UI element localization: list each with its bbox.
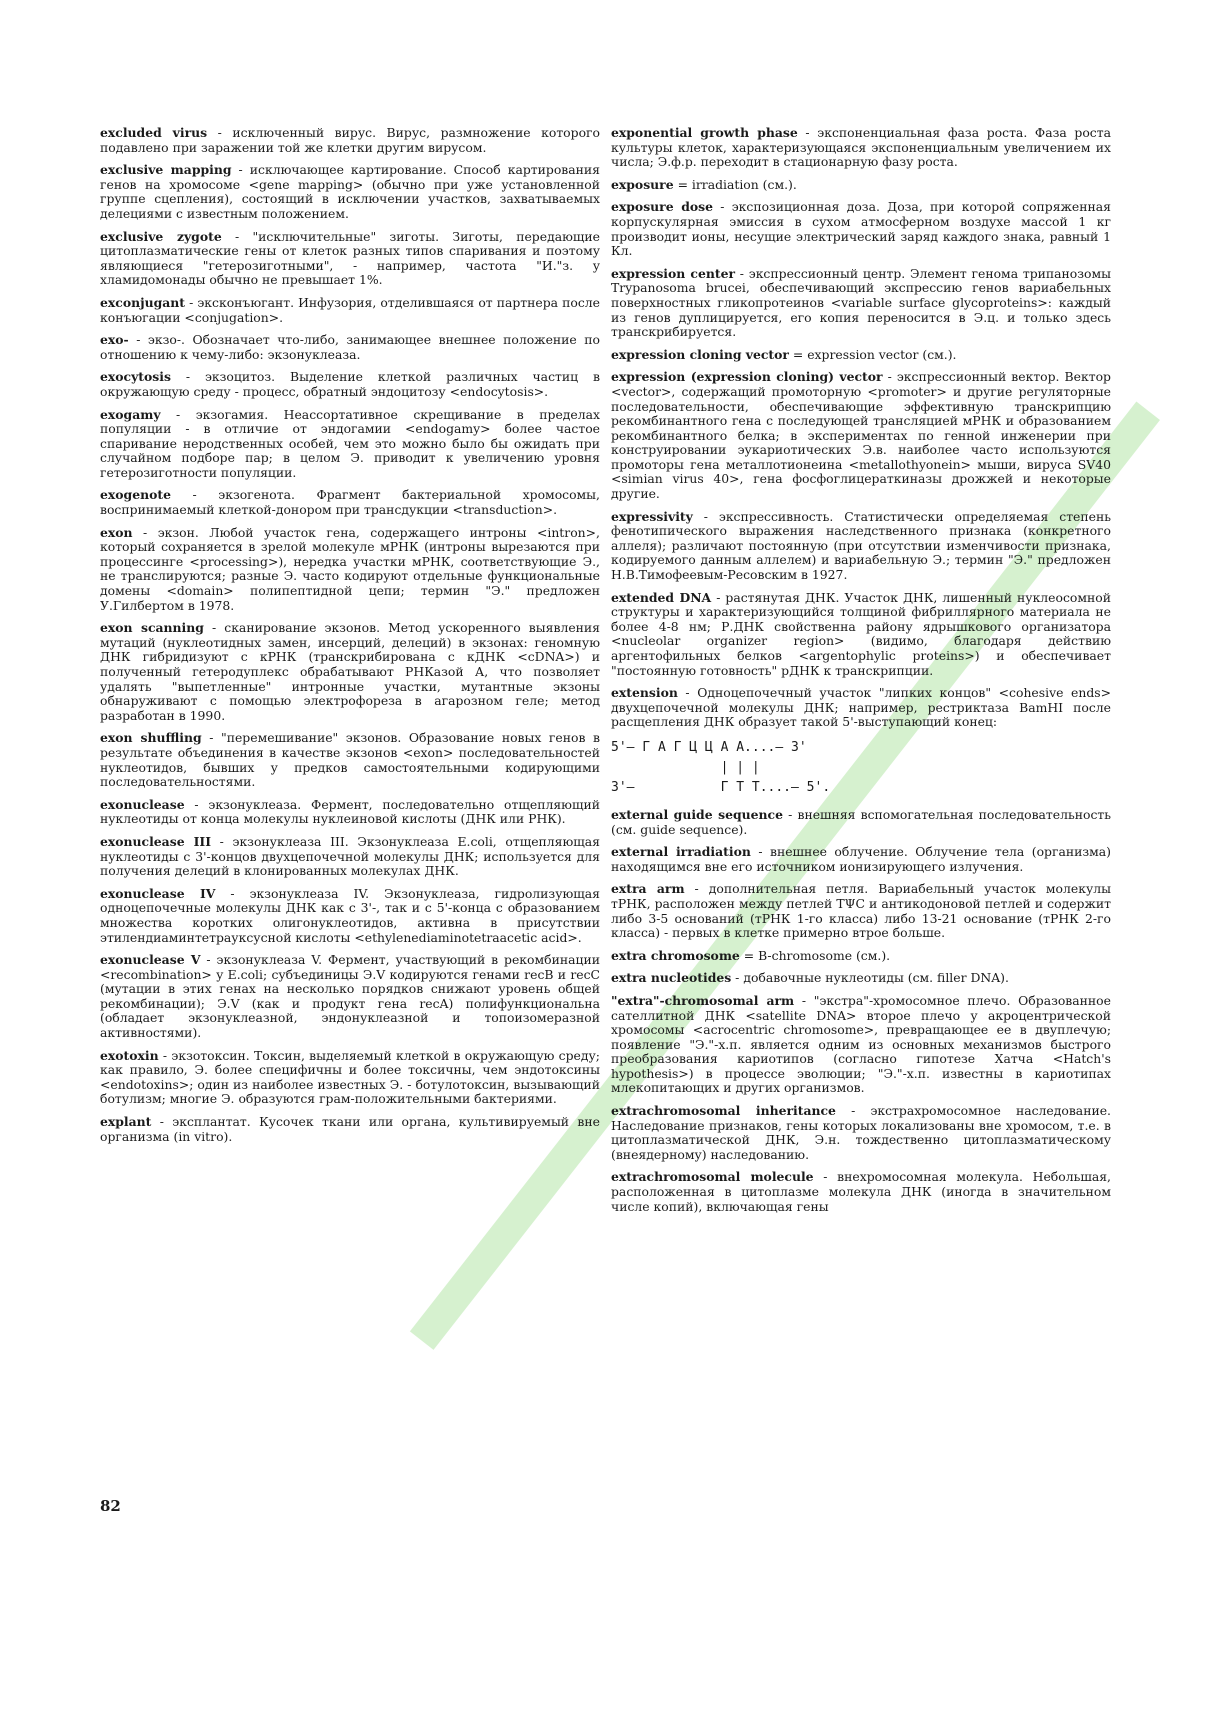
entry-term: exon [100, 524, 133, 540]
dictionary-entry: extension - Одноцепочечный участок "липких концов" <cohesive ends> двухцепочечной молекулы ДНК; например, рестриктаза BamHI после расщепления ДНК образует такой 5'-выступающий конец: [611, 685, 1111, 730]
dictionary-entry: exocytosis - экзоцитоз. Выделение клеткой различных частиц в окружающую среду - процесс, обратный эндоцитозу <endocytosis>. [100, 369, 600, 399]
entry-definition: экзонуклеаза IV. Экзонуклеаза, гидролизующая одноцепочечные молекулы ДНК как с 3'-, так и с 5'-конца с образованием множества коротких олигонуклеотидов, активна в присутствии этилендиаминтетрауксусной кислоты <ethylenediaminotetraacetic acid>. [100, 885, 600, 945]
dictionary-entry: exponential growth phase - экспоненциальная фаза роста. Фаза роста культуры клеток, характеризующаяся экспоненциальным увеличением их числа; Э.ф.р. переходит в стационарную фазу роста. [611, 125, 1111, 170]
right-column [611, 126, 1111, 1222]
dictionary-entry: expression center - экспрессионный центр. Элемент генома трипанозомы Trypanosoma brucei, обеспечивающий экспрессию генов вариабельных поверхностных гликопротеинов <variable surface glycoproteins>: каждый из генов дуплицируется, его копия переносится в Э.ц. и только здесь транскрибируется. [611, 265, 1111, 340]
entry-definition: = B-chromosome (см.). [743, 947, 891, 963]
entry-term: extra nucleotides [611, 970, 732, 986]
entry-term: expression (expression cloning) vector [611, 369, 883, 385]
dictionary-entry: extrachromosomal molecule - внехромосомная молекула. Небольшая, расположенная в цитоплазме молекула ДНК (иногда в значительном числе копий), включающая гены [611, 1169, 1112, 1214]
right-column-entries-top [611, 126, 1111, 730]
entry-term: extended DNA [611, 589, 712, 605]
entry-definition: эксплантат. Кусочек ткани или органа, культивируемый вне организма (in vitro). [100, 1114, 600, 1144]
dictionary-entry: extended DNA - растянутая ДНК. Участок ДНК, лишенный нуклеосомной структуры и характеризующийся толщиной фибриллярного материала не более 4-8 нм; Р.ДНК свойственна району ядрышкового организатора <nucleolar organizer region> (видимо, благодаря действию аргентофильных белков <argentophylic proteins>) и обеспечивает "постоянную готовность" рДНК к транскрипции. [611, 589, 1111, 678]
dictionary-entry: explant - эксплантат. Кусочек ткани или органа, культивируемый вне организма (in vitro). [100, 1114, 600, 1144]
dictionary-entry [611, 178, 1111, 193]
entry-term: exonuclease III [100, 833, 211, 849]
entry-term: exposure dose [611, 199, 714, 215]
entry-definition: "исключительные" зиготы. Зиготы, передающие цитоплазматические гены от клеток разных типов спаривания и поэтому являющиеся "гетерозиготными", - например, частота "И."з. у хламидомонады обычно не превышает 1%. [100, 228, 600, 288]
entry-definition: экзоцитоз. Выделение клеткой различных частиц в окружающую среду - процесс, обратный эндоцитозу <endocytosis>. [100, 369, 600, 399]
entry-definition: экспоненциальная фаза роста. Фаза роста культуры клеток, характеризующаяся экспоненциальным увеличением их числа; Э.ф.р. переходит в стационарную фазу роста. [611, 125, 1111, 170]
dictionary-entry: external irradiation - внешнее облучение. Облучение тела (организма) находящимся вне его источником ионизирующего излучения. [611, 844, 1112, 874]
entry-term: external irradiation [611, 844, 751, 860]
page-number: 82 [100, 1497, 121, 1515]
entry-term: exonuclease V [100, 952, 201, 968]
entry-definition: дополнительная петля. Вариабельный участок молекулы тРНК, расположен между петлей ТΨС и антикодоновой петлей и содержит либо 3-5 оснований (тРНК 1-го класса) либо 13-21 основание (тРНК 2-го класса) - первых в клетке примерно втрое больше. [611, 881, 1111, 941]
left-column [100, 126, 600, 1152]
dictionary-entry: excluded virus - исключенный вирус. Вирус, размножение которого подавлено при заражении той же клетки другим вирусом. [100, 125, 600, 155]
entry-definition: "экстра"-хромосомное плечо. Образованное сателлитной ДНК <satellite DNA> второе плечо у акроцентрической хромосомы <acrocentric chromosome>, превращающее ее в двуплечую; появление "Э."-х.п. является одним из основных механизмов быстрого преобразования кариотипов (согласно гипотезе Хатча <Hatch's hypothesis>) в процессе эволюции; "Э."-х.п. известны в кариотипах млекопитающих и других организмов. [611, 992, 1111, 1096]
dictionary-entry: exonuclease III - экзонуклеаза III. Экзонуклеаза E.coli, отщепляющая нуклеотиды с 3'-концов двухцепочечной молекулы ДНК; используется для получения делеций в клонированных молекулах ДНК. [100, 833, 600, 879]
entry-term: explant [100, 1114, 152, 1130]
dictionary-entry: exogamy - экзогамия. Неассортативное скрещивание в пределах популяции - в отличие от эндогамии <endogamy> более частое спаривание неродственных особей, чем это можно было бы ожидать при случайном подборе пар; в целом Э. приводит к увеличению уровня гетерозиготности популяции. [100, 406, 600, 480]
entry-definition: экзотоксин. Токсин, выделяемый клеткой в окружающую среду; как правило, Э. более специфичны и более токсичны, чем эндотоксины <endotoxins>; один из наиболее известных Э. - ботулотоксин, вызывающий ботулизм; многие Э. образуются грам-положительными бактериями. [100, 1047, 600, 1107]
dictionary-entry: exogenote - экзогенота. Фрагмент бактериальной хромосомы, воспринимаемый клеткой-донором при трансдукции <transduction>. [100, 487, 600, 518]
entry-term: exonuclease IV [100, 885, 216, 901]
entry-definition: экспрессионный вектор. Вектор <vector>, содержащий промоторную <promoter> и другие регуляторные последовательности, обеспечивающие эффективную транскрипцию рекомбинантного гена с последующей трансляцией мРНК и образованием рекомбинантного белка; в экспериментах по генной инженерии при конструировании эукариотических Э.в. наиболее часто используются промоторы гена металлотионеина <metallothyonein> мыши, вируса SV40 <simian virus 40>, гена фосфоглицераткиназы дрожжей и некоторые другие. [611, 369, 1111, 502]
dictionary-entry [611, 348, 1111, 363]
entry-term: expressivity [611, 508, 693, 524]
entry-definition: экзонуклеаза V. Фермент, участвующий в рекомбинации <recombination> у E.coli; субъединицы Э.V кодируются генами recB и recC (мутации в этих генах на несколько порядков снижают уровень общей рекомбинации); Э.V (как и продукт гена recA) полифункциональна (обладает экзонуклеазной, эндонуклеазной и топоизомеразной активностями). [100, 952, 600, 1041]
dictionary-entry: exon - экзон. Любой участок гена, содержащего интроны <intron>, который сохраняется в зрелой молекуле мРНК (интроны вырезаются при процессинге <processing>), нередка участки мРНК, соответствующие Э., не транслируются; разные Э. часто кодируют отдельные функциональные домены <domain> полипептидной цепи; термин "Э." предложен У.Гилбертом в 1978. [100, 524, 600, 613]
entry-definition: эксконъюгант. Инфузория, отделившаяся от партнера после конъюгации <conjugation>. [100, 294, 600, 325]
entry-term: expression cloning vector [611, 346, 789, 362]
entry-term: extra chromosome [611, 947, 740, 963]
dictionary-entry: exonuclease - экзонуклеаза. Фермент, последовательно отщепляющий нуклеотиды от конца молекулы нуклеиновой кислоты (ДНК или РНК). [100, 796, 600, 827]
dictionary-entry: exconjugant - эксконъюгант. Инфузория, отделившаяся от партнера после конъюгации <conjugation>. [100, 294, 600, 325]
entry-term: exonuclease [100, 796, 185, 812]
entry-definition: экзонуклеаза III. Экзонуклеаза E.coli, отщепляющая нуклеотиды с 3'-концов двухцепочечной молекулы ДНК; используется для получения делеций в клонированных молекулах ДНК. [100, 833, 600, 879]
entry-definition: экзогамия. Неассортативное скрещивание в пределах популяции - в отличие от эндогамии <endogamy> более частое спаривание неродственных особей, чем это можно было бы ожидать при случайном подборе пар; в целом Э. приводит к увеличению уровня гетерозиготности популяции. [100, 406, 600, 480]
entry-term: exocytosis [100, 369, 171, 385]
entry-definition: внешняя вспомогательная последовательность (см. guide sequence). [611, 806, 1111, 837]
dictionary-entry: expression (expression cloning) vector - экспрессионный вектор. Вектор <vector>, содержащий промоторную <promoter> и другие регуляторные последовательности, обеспечивающие эффективную транскрипцию рекомбинантного гена с последующей трансляцией мРНК и образованием рекомбинантного белка; в экспериментах по генной инженерии при конструировании эукариотических Э.в. наиболее часто используются промоторы гена металлотионеина <metallothyonein> мыши, вируса SV40 <simian virus 40>, гена фосфоглицераткиназы дрожжей и некоторые другие. [611, 369, 1111, 502]
entry-definition: экстрахромосомное наследование. Наследование признаков, гены которых локализованы вне хромосом, т.е. в цитоплазматической ДНК, Э.н. тождественно цитоплазматическому (внеядерному) наследованию. [611, 1103, 1111, 1162]
entry-definition: сканирование экзонов. Метод ускоренного выявления мутаций (нуклеотидных замен, инсерций, делеций) в экзонах: геномную ДНК гибридизуют с кРНК (транскрибирована с кДНК <cDNA>) и полученный гетеродуплекс обрабатывают РНКазой А, что позволяет удалять "выпетленные" интронные участки, мутантные экзоны обнаруживают с помощью электрофореза в агарозном геле; метод разработан в 1990. [100, 620, 600, 723]
entry-term: "extra"-chromosomal arm [611, 992, 795, 1008]
entry-term: extrachromosomal inheritance [611, 1103, 836, 1119]
entry-term: exconjugant [100, 294, 186, 310]
dictionary-entry: exotoxin - экзотоксин. Токсин, выделяемый клеткой в окружающую среду; как правило, Э. более специфичны и более токсичны, чем эндотоксины <endotoxins>; один из наиболее известных Э. - ботулотоксин, вызывающий ботулизм; многие Э. образуются грам-положительными бактериями. [100, 1047, 600, 1107]
dictionary-entry: exposure dose - экспозиционная доза. Доза, при которой сопряженная корпускулярная эмиссия в сухом атмосферном воздухе массой 1 кг производит ионы, несущие электрический заряд каждого знака, равный 1 Кл. [611, 199, 1111, 259]
dictionary-entry: exonuclease V - экзонуклеаза V. Фермент, участвующий в рекомбинации <recombination> у E.coli; субъединицы Э.V кодируются генами recB и recC (мутации в этих генах на несколько порядков снижают уровень общей рекомбинации); Э.V (как и продукт гена recA) полифункциональна (обладает экзонуклеазной, эндонуклеазной и топоизомеразной активностями). [100, 952, 600, 1041]
entry-term: exposure [611, 176, 674, 192]
entry-term: external guide sequence [611, 806, 783, 822]
dictionary-entry: extra nucleotides - добавочные нуклеотиды (см. filler DNA). [611, 970, 1009, 986]
dna-line-top: 5'— Г А Г Ц Ц А А....— 3' [611, 739, 807, 755]
entry-term: exogamy [100, 406, 161, 422]
dictionary-entry: expressivity - экспрессивность. Статистически определяемая степень фенотипического выражения наследственного признака (конкретного аллеля); различают постоянную (при отсутствии изменчивости признака, кодируемого данным аллелем) и вариабельную Э.; термин "Э." предложен Н.В.Тимофеевым-Ресовским в 1927. [611, 508, 1111, 583]
entry-definition: экзогенота. Фрагмент бактериальной хромосомы, воспринимаемый клеткой-донором при трансдукции <transduction>. [100, 487, 600, 518]
entry-definition: внехромосомная молекула. Небольшая, расположенная в цитоплазме молекула ДНК (иногда в значительном числе копий), включающая гены [611, 1169, 1112, 1214]
entry-definition: исключающее картирование. Способ картирования генов на хромосоме <gene mapping> (обычно при уже установленной группе сцепления), состоящий в исключении участков, захватываемых делециями с известным положением. [100, 162, 600, 221]
entry-definition: растянутая ДНК. Участок ДНК, лишенный нуклеосомной структуры и характеризующийся толщиной фибриллярного материала не более 4-8 нм; Р.ДНК свойственна району ядрышкового организатора <nucleolar organizer region> (видимо, благодаря действию аргентофильных белков <argentophylic proteins>) и обеспечивает "постоянную готовность" рДНК к транскрипции. [611, 589, 1111, 678]
entry-term: exotoxin [100, 1047, 159, 1063]
entry-term: extra arm [611, 881, 685, 897]
dictionary-entry: exon scanning - сканирование экзонов. Метод ускоренного выявления мутаций (нуклеотидных замен, инсерций, делеций) в экзонах: геномную ДНК гибридизуют с кРНК (транскрибирована с кДНК <cDNA>) и полученный гетеродуплекс обрабатывают РНКазой А, что позволяет удалять "выпетленные" интронные участки, мутантные экзоны обнаруживают с помощью электрофореза в агарозном геле; метод разработан в 1990. [100, 620, 600, 723]
dictionary-entry [611, 949, 1111, 964]
entry-term: extrachromosomal molecule [611, 1169, 814, 1185]
dictionary-entry: exonuclease IV - экзонуклеаза IV. Экзонуклеаза, гидролизующая одноцепочечные молекулы ДНК как с 3'-, так и с 5'-конца с образованием множества коротких олигонуклеотидов, активна в присутствии этилендиаминтетрауксусной кислоты <ethylenediaminotetraacetic acid>. [100, 885, 600, 945]
entry-term: exogenote [100, 487, 171, 503]
entry-definition: "перемешивание" экзонов. Образование новых генов в результате объединения в качестве экзонов <exon> последовательностей нуклеотидов, бывших у предков самостоятельными кодирующими последовательностями. [100, 730, 600, 790]
entry-term: exclusive zygote [100, 228, 222, 244]
entry-definition: добавочные нуклеотиды (см. filler DNA). [743, 970, 1009, 986]
dictionary-entry: extrachromosomal inheritance - экстрахромосомное наследование. Наследование признаков, гены которых локализованы вне хромосом, т.е. в цитоплазматической ДНК, Э.н. тождественно цитоплазматическому (внеядерному) наследованию. [611, 1103, 1111, 1162]
dna-sticky-end-diagram [611, 738, 1111, 798]
entry-term: extension [611, 685, 678, 701]
dictionary-entry: exclusive zygote - "исключительные" зиготы. Зиготы, передающие цитоплазматические гены от клеток разных типов спаривания и поэтому являющиеся "гетерозиготными", - например, частота "И."з. у хламидомонады обычно не превышает 1%. [100, 228, 600, 288]
dna-line-bonds: | | | [611, 759, 760, 775]
entry-definition: Одноцепочечный участок "липких концов" <cohesive ends> двухцепочечной молекулы ДНК; например, рестриктаза BamHI после расщепления ДНК образует такой 5'-выступающий конец: [611, 685, 1111, 730]
dna-line-bottom: 3'— Г Т Т....— 5'. [611, 779, 831, 795]
right-column-entries-bottom [611, 808, 1111, 1214]
entry-definition: экспозиционная доза. Доза, при которой сопряженная корпускулярная эмиссия в сухом атмосферном воздухе массой 1 кг производит ионы, несущие электрический заряд каждого знака, равный 1 Кл. [611, 199, 1111, 259]
dictionary-entry: external guide sequence - внешняя вспомогательная последовательность (см. guide sequence). [611, 806, 1111, 837]
entry-term: exon shuffling [100, 730, 202, 746]
entry-definition: внешнее облучение. Облучение тела (организма) находящимся вне его источником ионизирующего излучения. [611, 844, 1112, 874]
entry-definition: экспрессионный центр. Элемент генома трипанозомы Trypanosoma brucei, обеспечивающий экспрессию генов вариабельных поверхностных гликопротеинов <variable surface glycoproteins>: каждый из генов дуплицируется, его копия переносится в Э.ц. и только здесь транскрибируется. [611, 265, 1111, 340]
dictionary-entry: "extra"-chromosomal arm - "экстра"-хромосомное плечо. Образованное сателлитной ДНК <satellite DNA> второе плечо у акроцентрической хромосомы <acrocentric chromosome>, превращающее ее в двуплечую; появление "Э."-х.п. является одним из основных механизмов быстрого преобразования кариотипов (согласно гипотезе Хатча <Hatch's hypothesis>) в процессе эволюции; "Э."-х.п. известны в кариотипах млекопитающих и других организмов. [611, 992, 1111, 1096]
entry-definition: исключенный вирус. Вирус, размножение которого подавлено при заражении той же клетки другим вирусом. [100, 125, 600, 155]
dictionary-entry: exo- - экзо-. Обозначает что-либо, занимающее внешнее положение по отношению к чему-либо: экзонуклеаза. [100, 332, 600, 362]
entry-term: exo- [100, 332, 129, 348]
entry-term: expression center [611, 265, 735, 281]
entry-definition: экспрессивность. Статистически определяемая степень фенотипического выражения наследственного признака (конкретного аллеля); различают постоянную (при отсутствии изменчивости признака, кодируемого данным аллелем) и вариабельную Э.; термин "Э." предложен Н.В.Тимофеевым-Ресовским в 1927. [611, 508, 1111, 583]
entry-definition: экзонуклеаза. Фермент, последовательно отщепляющий нуклеотиды от конца молекулы нуклеиновой кислоты (ДНК или РНК). [100, 796, 600, 827]
entry-definition: экзон. Любой участок гена, содержащего интроны <intron>, который сохраняется в зрелой молекуле мРНК (интроны вырезаются при процессинге <processing>), нередка участки мРНК, соответствующие Э., не транслируются; разные Э. часто кодируют отдельные функциональные домены <domain> полипептидной цепи; термин "Э." предложен У.Гилбертом в 1978. [100, 524, 600, 613]
dictionary-entry: exclusive mapping - исключающее картирование. Способ картирования генов на хромосоме <gene mapping> (обычно при уже установленной группе сцепления), состоящий в исключении участков, захватываемых делециями с известным положением. [100, 162, 600, 221]
entry-definition: экзо-. Обозначает что-либо, занимающее внешнее положение по отношению к чему-либо: экзонуклеаза. [100, 332, 600, 362]
dictionary-entry: exon shuffling - "перемешивание" экзонов. Образование новых генов в результате объединения в качестве экзонов <exon> последовательностей нуклеотидов, бывших у предков самостоятельными кодирующими последовательностями. [100, 730, 600, 790]
entry-term: excluded virus [100, 125, 208, 140]
entry-definition: = expression vector (см.). [792, 346, 957, 362]
entry-term: exponential growth phase [611, 125, 798, 140]
entry-term: exclusive mapping [100, 162, 232, 178]
dictionary-entry: extra arm - дополнительная петля. Вариабельный участок молекулы тРНК, расположен между петлей ТΨС и антикодоновой петлей и содержит либо 3-5 оснований (тРНК 1-го класса) либо 13-21 основание (тРНК 2-го класса) - первых в клетке примерно втрое больше. [611, 881, 1111, 941]
entry-definition: = irradiation (см.). [677, 176, 797, 192]
entry-term: exon scanning [100, 620, 204, 636]
